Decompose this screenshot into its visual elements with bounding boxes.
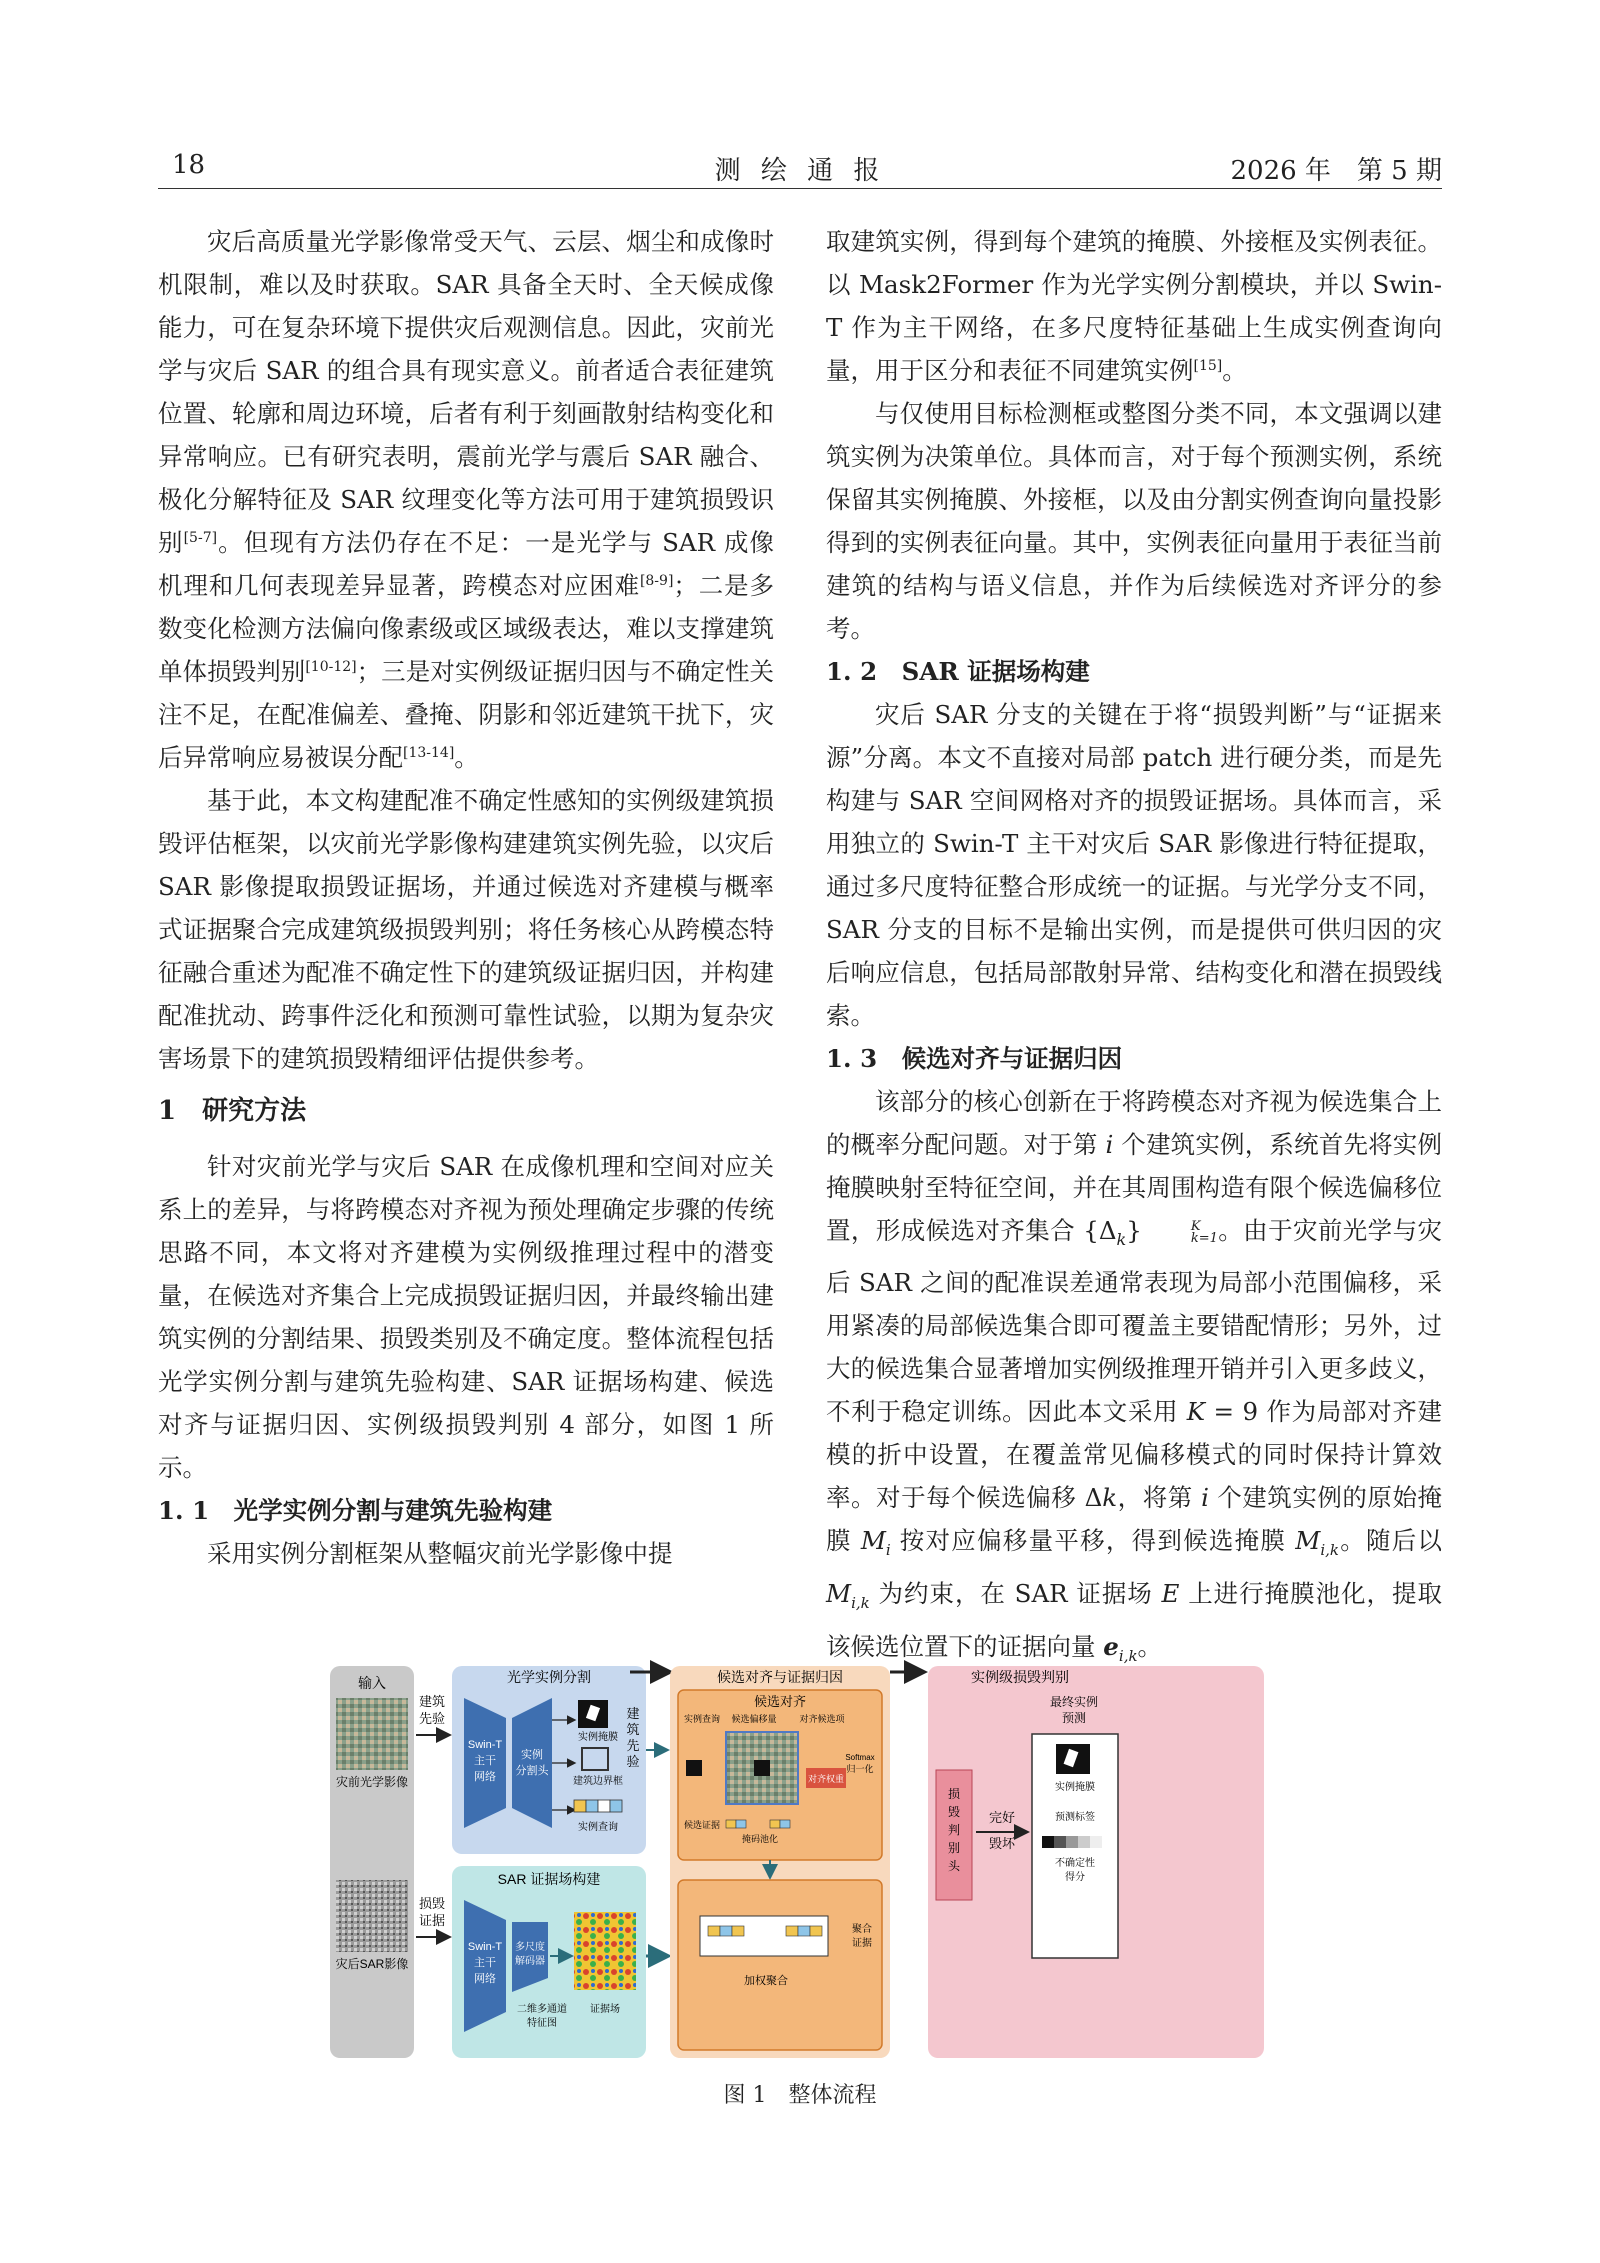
issue-number: 2026 年 第 5 期	[1230, 156, 1442, 186]
svg-text:最终实例: 最终实例	[1049, 1695, 1099, 1709]
evidence-field-label: 证据场	[590, 2004, 620, 2015]
subsection-heading: 1. 3 候选对齐与证据归因	[826, 1044, 1123, 1073]
optical-segmentation-title: 光学实例分割	[507, 1669, 591, 1685]
damaged-label: 毁坏	[988, 1836, 1016, 1851]
evidence-field-heatmap	[574, 1912, 636, 1990]
intact-label: 完好	[988, 1810, 1016, 1825]
svg-text:预测: 预测	[1061, 1711, 1087, 1725]
svg-text:别: 别	[947, 1841, 961, 1855]
post-disaster-sar-image	[336, 1880, 408, 1952]
subsection-heading: 1. 2 SAR 证据场构建	[826, 657, 1090, 686]
subsection-heading: 1. 1 光学实例分割与建筑先验构建	[158, 1496, 553, 1525]
svg-text:掩码池化: 掩码池化	[741, 1834, 779, 1844]
svg-text:头: 头	[947, 1859, 961, 1873]
svg-text:网络: 网络	[474, 1973, 496, 1985]
left-column	[158, 220, 774, 1575]
svg-text:主干: 主干	[474, 1957, 496, 1969]
right-column	[826, 220, 1442, 1678]
svg-text:网络: 网络	[474, 1771, 496, 1783]
evidence-label: 损毁	[418, 1896, 446, 1911]
svg-text:实例: 实例	[521, 1749, 543, 1761]
paragraph: 与仅使用目标检测框或整图分类不同，本文强调以建筑实例为决策单位。具体而言，对于每个预测实例，系统保留其实例掩膜、外接框，以及由分割实例查询向量投影得到的实例表征向量。其中，实例表征向量用于表征当前建筑的结构与语义信息，并作为后续候选对齐评分的参考。	[826, 399, 1442, 643]
svg-text:Swin-T: Swin-T	[467, 1941, 503, 1953]
svg-text:候选证据: 候选证据	[683, 1820, 721, 1830]
paragraph: 灾后高质量光学影像常受天气、云层、烟尘和成像时机限制，难以及时获取。SAR 具备全天时、全天候成像能力，可在复杂环境下提供灾后观测信息。因此，灾前光学与灾后 SAR 的组合具有现实意义。前者适合表征建筑位置、轮廓和周边环境，后者有利于刻画散射结构变化和异常响应。已有研究表明，震前光学与震后 SAR 融合、极化分解特征及 SAR 纹理变化等方法可用于建筑损毁识别[5-7]。但现有方法仍存在不足：一是光学与 SAR 成像机理和几何表现差异显著，跨模态对应困难[8-9]；二是多数变化检测方法偏向像素级或区域级表达，难以支撑建筑单体损毁判别[10-12]；三是对实例级证据归因与不确定性关注不足，在配准偏差、叠掩、阴影和邻近建筑干扰下，灾后异常响应易被误分配[13-14]。	[158, 227, 775, 772]
svg-text:分割头: 分割头	[515, 1765, 549, 1777]
figure-overall-pipeline	[330, 1660, 1270, 2070]
svg-text:对齐候选项: 对齐候选项	[799, 1714, 845, 1724]
svg-text:先: 先	[626, 1738, 640, 1753]
evidence-label: 证据	[418, 1913, 446, 1928]
svg-text:预测标签: 预测标签	[1055, 1812, 1095, 1823]
paragraph: 采用实例分割框架从整幅灾前光学影像中提	[207, 1539, 673, 1568]
svg-text:主干: 主干	[474, 1755, 496, 1767]
svg-text:候选偏移量: 候选偏移量	[731, 1714, 777, 1724]
svg-text:损: 损	[947, 1787, 961, 1801]
svg-text:毁: 毁	[947, 1805, 961, 1819]
output-box-label: 建筑边界框	[573, 1776, 623, 1787]
svg-text:特征图: 特征图	[527, 2018, 557, 2029]
prior-label: 建筑	[418, 1694, 446, 1709]
prior-label: 先验	[418, 1711, 446, 1726]
sar-evidence-title: SAR 证据场构建	[497, 1871, 601, 1887]
svg-text:得分: 得分	[1065, 1872, 1085, 1883]
svg-text:证据: 证据	[852, 1938, 872, 1949]
svg-text:Swin-T: Swin-T	[467, 1739, 503, 1751]
svg-text:归一化: 归一化	[846, 1764, 874, 1774]
journal-title: 测 绘 通 报	[714, 156, 886, 186]
paragraph: 该部分的核心创新在于将跨模态对齐视为候选集合上的概率分配问题。对于第 i 个建筑实例，系统首先将实例掩膜映射至特征空间，并在其周围构造有限个候选偏移位置，形成候选对齐集合 $\{\Delta_k\}$ K k=1 。由于灾前光学与灾后 SAR 之间的配准误差通常表现为局部小范围偏移，采用紧凑的局部候选集合即可覆盖主要错配情形；另外，过大的候选集合显著增加实例级推理开销并引入更多歧义，不利于稳定训练。因此本文采用 K = 9 作为局部对齐建模的折中设置，在覆盖常见偏移模式的同时保持计算效率。对于每个候选偏移 Δk，将第 i 个建筑实例的原始掩膜 $M_i$ 按对应偏移量平移，得到候选掩膜 $M_{i,k}$。随后以 $M_{i,k}$ 为约束，在 SAR 证据场 E 上进行掩膜池化，提取该候选位置下的证据向量 $e_{i,k}$。	[826, 1087, 1443, 1665]
svg-text:Softmax: Softmax	[845, 1753, 875, 1762]
input-title: 输入	[358, 1675, 386, 1691]
judgement-title: 实例级损毁判别	[971, 1669, 1069, 1685]
output-mask-label: 实例掩膜	[578, 1732, 618, 1743]
paragraph: 取建筑实例，得到每个建筑的掩膜、外接框及实例表征。以 Mask2Former 作为光学实例分割模块，并以 Swin-T 作为主干网络，在多尺度特征基础上生成实例查询向量，用于区分和表征不同建筑实例[15]。	[826, 227, 1442, 385]
paragraph: 基于此，本文构建配准不确定性感知的实例级建筑损毁评估框架，以灾前光学影像构建建筑实例先验，以灾后 SAR 影像提取损毁证据场，并通过候选对齐建模与概率式证据聚合完成建筑级损毁判别；将任务核心从跨模态特征融合重述为配准不确定性下的建筑级证据归因，并构建配准扰动、跨事件泛化和预测可靠性试验，以期为复杂灾害场景下的建筑损毁精细评估提供参考。	[158, 786, 774, 1073]
weighted-aggregation-box	[678, 1880, 882, 2050]
svg-text:验: 验	[626, 1754, 640, 1769]
paragraph: 灾后 SAR 分支的关键在于将“损毁判断”与“证据来源”分离。本文不直接对局部 patch 进行硬分类，而是先构建与 SAR 空间网格对齐的损毁证据场。具体而言，采用独立的 Swin-T 主干对灾后 SAR 影像进行特征提取，通过多尺度特征整合形成统一的证据。与光学分支不同，SAR 分支的目标不是输出实例，而是提供可供归因的灾后响应信息，包括局部散射异常、结构变化和潜在损毁线索。	[826, 700, 1442, 1030]
section-heading: 1 研究方法	[158, 1096, 307, 1126]
svg-text:多尺度: 多尺度	[515, 1942, 545, 1953]
optical-image-label: 灾前光学影像	[335, 1775, 409, 1789]
svg-text:候选对齐: 候选对齐	[753, 1694, 807, 1709]
svg-text:聚合: 聚合	[852, 1924, 872, 1935]
svg-text:判: 判	[947, 1823, 961, 1837]
alignment-title: 候选对齐与证据归因	[717, 1669, 843, 1685]
svg-text:筑: 筑	[626, 1722, 640, 1737]
header-rule	[158, 188, 1442, 189]
svg-text:实例查询: 实例查询	[683, 1714, 721, 1724]
weighted-aggregation-label: 加权聚合	[744, 1975, 788, 1987]
output-query-label: 实例查询	[578, 1822, 618, 1833]
svg-text:对齐权重: 对齐权重	[807, 1774, 845, 1784]
svg-text:二维多通道: 二维多通道	[517, 2004, 567, 2015]
page-number: 18	[172, 150, 206, 180]
figure-caption: 图 1 整体流程	[723, 2083, 877, 2108]
svg-text:解码器: 解码器	[515, 1956, 545, 1967]
svg-text:建: 建	[626, 1706, 640, 1721]
paragraph: 针对灾前光学与灾后 SAR 在成像机理和空间对应关系上的差异，与将跨模态对齐视为预处理确定步骤的传统思路不同，本文将对齐建模为实例级推理过程中的潜变量，在候选对齐集合上完成损毁证据归因，并最终输出建筑实例的分割结果、损毁类别及不确定度。整体流程包括光学实例分割与建筑先验构建、SAR 证据场构建、候选对齐与证据归因、实例级损毁判别 4 部分，如图 1 所示。	[158, 1152, 774, 1482]
instance-seg-head	[512, 1698, 552, 1828]
pre-disaster-optical-image	[336, 1698, 408, 1770]
svg-text:实例掩膜: 实例掩膜	[1055, 1782, 1095, 1793]
sar-image-label: 灾后SAR影像	[335, 1957, 409, 1971]
svg-text:不确定性: 不确定性	[1055, 1858, 1095, 1869]
